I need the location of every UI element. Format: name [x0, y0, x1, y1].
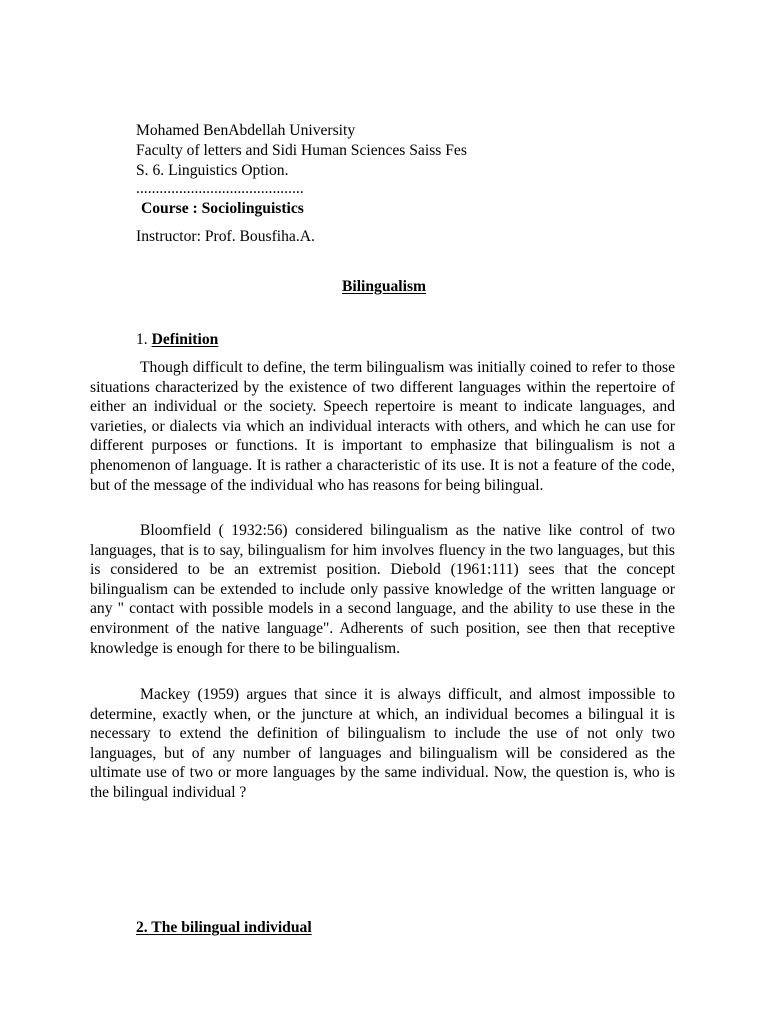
section-2-heading: 2. The bilingual individual	[136, 919, 312, 936]
instructor-name: Instructor: Prof. Bousfiha.A.	[136, 228, 315, 245]
course-title: Course : Sociolinguistics	[141, 200, 304, 217]
section-1-heading	[136, 330, 218, 349]
paragraph-definition	[90, 358, 675, 495]
paragraph-text: Mackey (1959) argues that since it is always difficult, and almost impossible to determine, exactly when, or the juncture at which, an individual becomes a bilingual it is necessary to extend the definition of bilingualism to include the use of not only two languages, but of any number of languages and bilingualism will be considered as the ultimate use of two or more languages by the same individual. Now, the question is, who is the bilingual individual ?	[90, 686, 675, 801]
paragraph-bloomfield	[90, 521, 675, 658]
section-1-title: Definition	[151, 331, 219, 348]
paragraph-mackey	[90, 685, 675, 803]
university-name: Mohamed BenAbdellah University	[136, 122, 356, 139]
paragraph-text: Bloomfield ( 1932:56) considered bilingualism as the native like control of two languages, that is to say, bilingualism for him involves fluency in the two languages, but this is considered to be an extremist position. Diebold (1961:111) sees that the concept bilingualism can be extended to include only passive knowledge of the written language or any " contact with possible models in a second language, and the ability to use these in the environment of the native language". Adherents of such position, see then that receptive knowledge is enough for there to be bilingualism.	[90, 522, 675, 657]
paragraph-text: Though difficult to define, the term bilingualism was initially coined to refer to those situations characterized by the existence of two different languages within the repertoire of either an individual or the society. Speech repertoire is meant to indicate languages, and varieties, or dialects via which an individual interacts with others, and which he can use for different purposes or functions. It is important to emphasize that bilingualism is not a phenomenon of language. It is rather a characteristic of its use. It is not a feature of the code, but of the message of the individual who has reasons for being bilingual.	[90, 359, 675, 494]
faculty-name: Faculty of letters and Sidi Human Sciences Saiss Fes	[136, 142, 467, 159]
semester-option: S. 6. Linguistics Option.	[136, 162, 289, 179]
section-1-number: 1.	[136, 331, 152, 348]
dotted-separator: ...........................................	[136, 180, 304, 197]
document-title: Bilingualism	[341, 278, 427, 295]
